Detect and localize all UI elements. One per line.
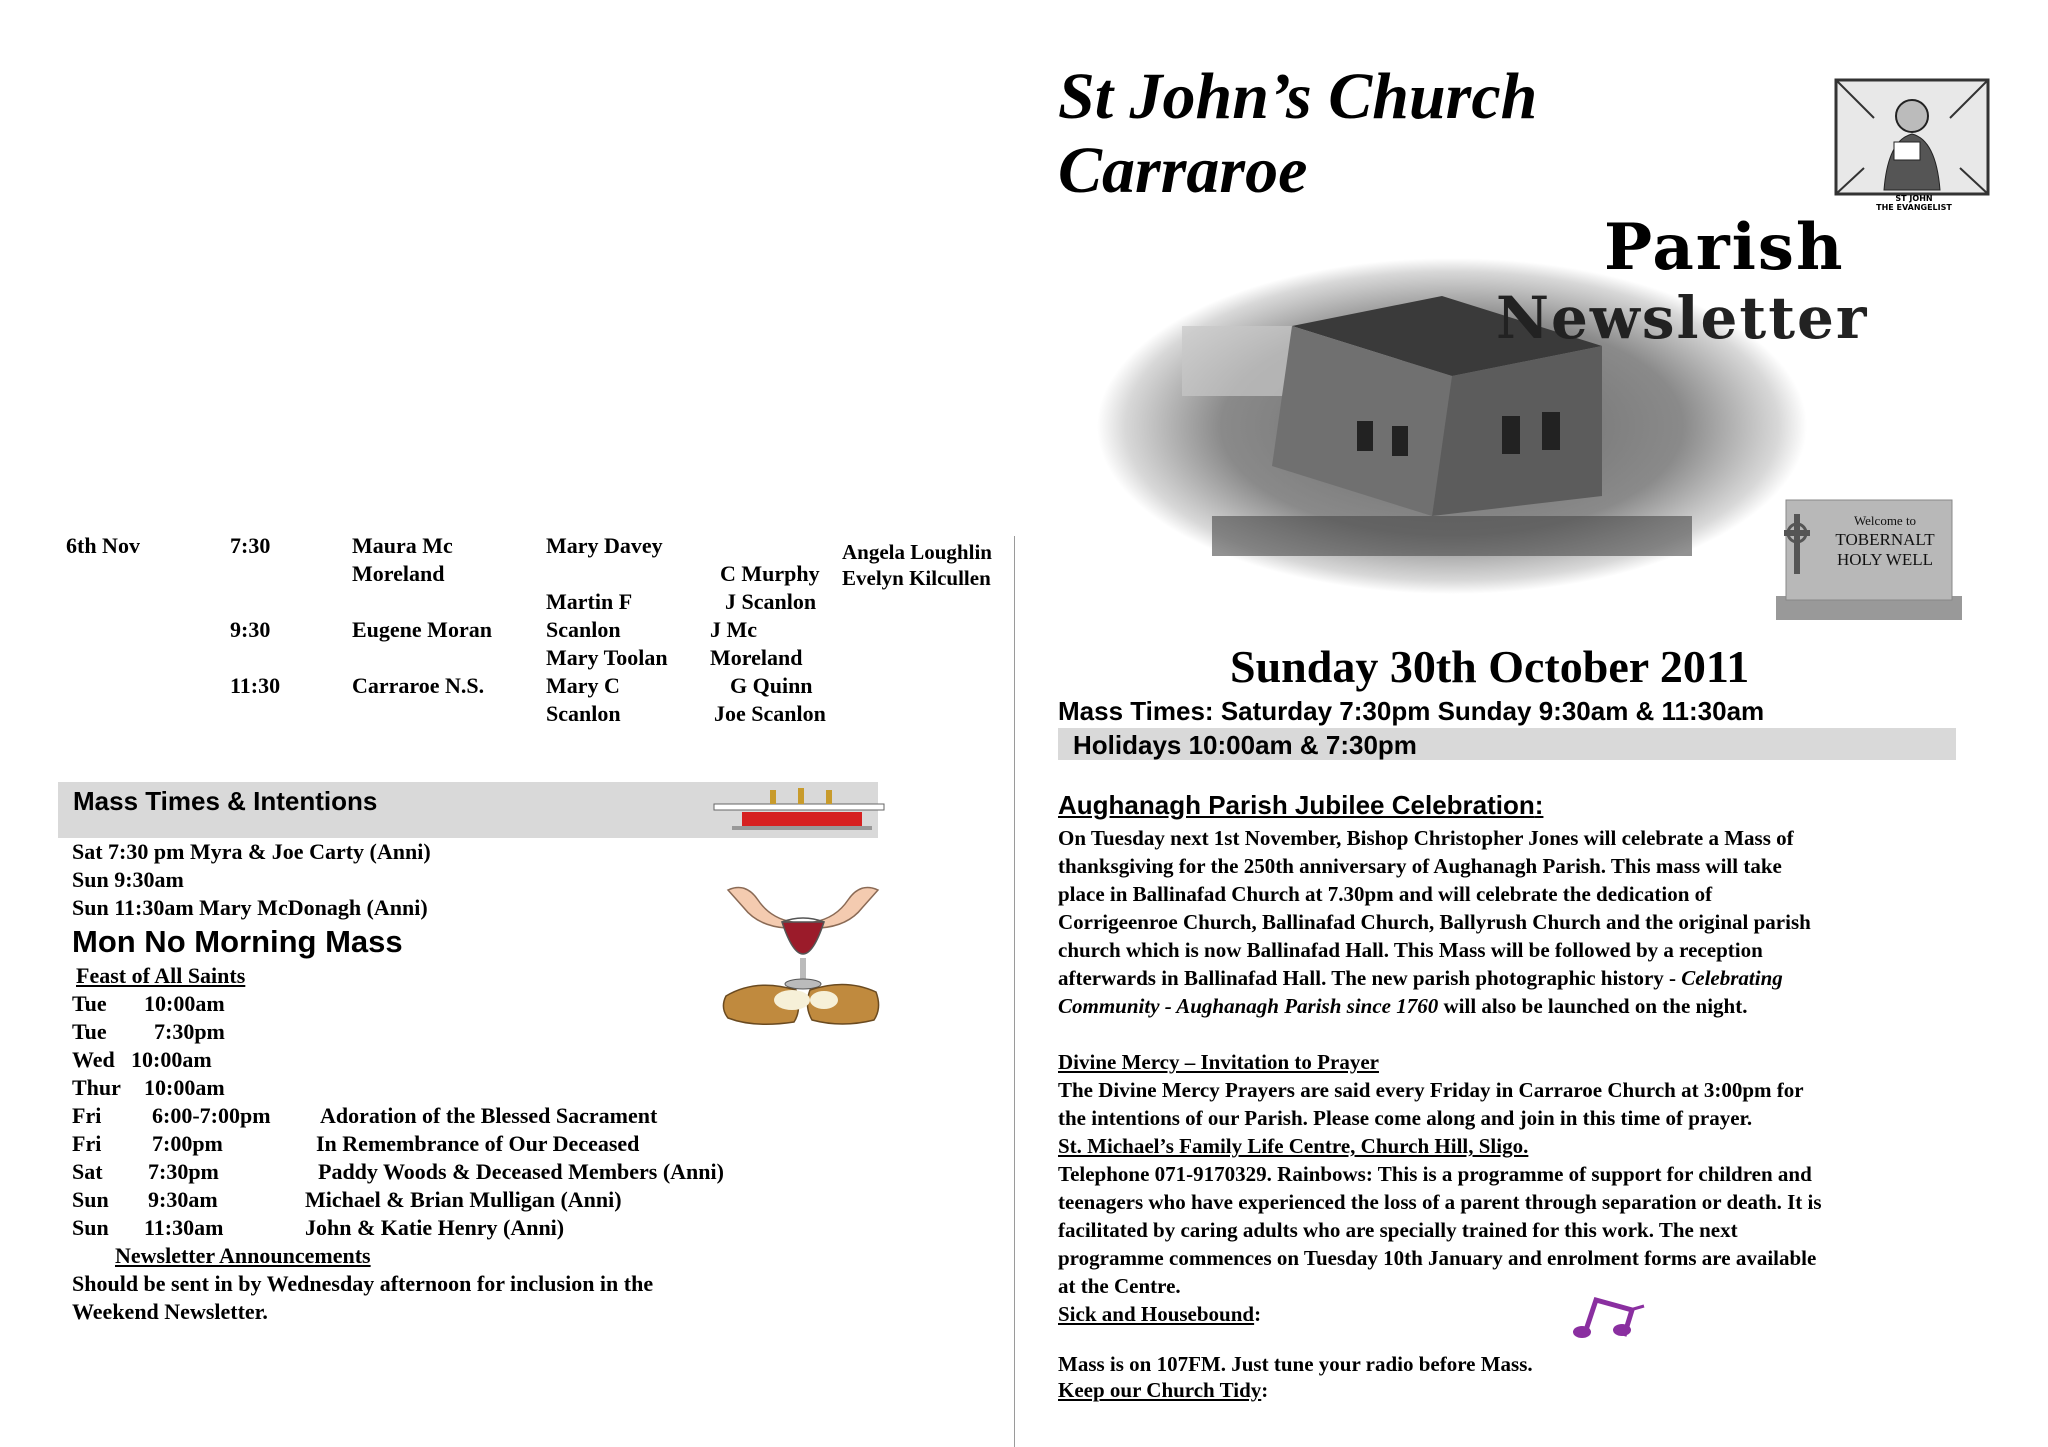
altar-icon	[712, 784, 892, 832]
schedule-time: 9:30am	[148, 1187, 218, 1212]
st-michaels-line: teenagers who have experienced the loss of a parent through separation or death. It is	[1058, 1190, 1822, 1214]
mass-times: Mass Times: Saturday 7:30pm Sunday 9:30am & 11:30am	[1058, 696, 1765, 726]
roster-server: J Scanlon	[725, 589, 817, 614]
tidy-heading	[1058, 1376, 1268, 1404]
title-newsletter: Newsletter	[1496, 284, 1869, 352]
schedule-day: Sun	[72, 1187, 109, 1212]
masthead-line2: Carraroe	[1058, 134, 1308, 207]
stained-glass-caption: ST JOHN	[1895, 194, 1933, 203]
roster-reader: Moreland	[352, 561, 445, 586]
roster-server: Joe Scanlon	[714, 701, 826, 726]
jubilee-heading-colon: :	[1534, 790, 1544, 820]
schedule-time: 10:00am	[144, 991, 225, 1016]
tidy-heading-colon: :	[1261, 1378, 1269, 1402]
st-michaels-heading: St. Michael’s Family Life Centre, Church Hill, Sligo.	[1058, 1134, 1529, 1158]
divine-mercy-heading: Divine Mercy – Invitation to Prayer	[1058, 1050, 1379, 1074]
sign-tobernalt: TOBERNALT	[1835, 530, 1935, 549]
roster-date: 6th Nov	[66, 533, 140, 558]
feast-heading: Feast of All Saints	[76, 963, 246, 988]
tidy-heading-text: Keep our Church Tidy	[1058, 1378, 1262, 1402]
sick-heading-text: Sick and Housebound	[1058, 1302, 1255, 1326]
st-michaels-line: at the Centre.	[1058, 1274, 1181, 1298]
announcements-heading: Newsletter Announcements	[115, 1243, 371, 1268]
sign-holy-well: HOLY WELL	[1836, 550, 1934, 569]
holy-well-sign-image	[1776, 496, 1962, 620]
divine-mercy-body	[1058, 1076, 1958, 1132]
schedule-time: 7:30pm	[154, 1019, 225, 1044]
divine-mercy-line: The Divine Mercy Prayers are said every Friday in Carraroe Church at 3:00pm for	[1058, 1078, 1804, 1102]
roster-minister: Mary Toolan	[546, 645, 668, 670]
schedule-day: Sun	[72, 1215, 109, 1240]
jubilee-line: place in Ballinafad Church at 7.30pm and will celebrate the dedication of	[1058, 882, 1713, 906]
roster-time: 11:30	[230, 673, 281, 698]
jubilee-line: church which is now Ballinafad Hall. This Mass will be followed by a reception	[1058, 938, 1763, 962]
roster-server: Moreland	[710, 645, 803, 670]
sign-welcome: Welcome to	[1853, 513, 1917, 528]
schedule-day: Wed	[72, 1047, 115, 1072]
schedule-note: John & Katie Henry (Anni)	[305, 1215, 565, 1240]
divine-mercy-line: the intentions of our Parish. Please come along and join in this time of prayer.	[1058, 1106, 1753, 1130]
jubilee-line: On Tuesday next 1st November, Bishop Christopher Jones will celebrate a Mass of	[1058, 826, 1794, 850]
chalice-bread-icon	[720, 872, 886, 1030]
roster-server: J Mc	[710, 617, 758, 642]
jubilee-heading	[1058, 790, 1543, 821]
schedule-time: 10:00am	[131, 1047, 212, 1072]
stained-glass-caption: THE EVANGELIST	[1876, 203, 1952, 212]
schedule-day: Tue	[72, 991, 107, 1016]
jubilee-body	[1058, 824, 1958, 1020]
title-parish: Parish	[1604, 210, 1845, 285]
roster-minister: Scanlon	[546, 617, 621, 642]
jubilee-heading-text: Aughanagh Parish Jubilee Celebration	[1058, 790, 1535, 820]
jubilee-line: thanksgiving for the 250th anniversary of Aughanagh Parish. This mass will take	[1058, 854, 1782, 878]
schedule-day: Tue	[72, 1019, 107, 1044]
schedule-time: 11:30am	[144, 1215, 224, 1240]
stained-glass-image	[1834, 78, 1990, 220]
page-divider	[1014, 536, 1015, 1447]
roster-collector: Evelyn Kilcullen	[842, 566, 991, 590]
roster-server: G Quinn	[730, 673, 813, 698]
schedule-time: 10:00am	[144, 1075, 225, 1100]
st-michaels-line: programme commences on Tuesday 10th January and enrolment forms are available	[1058, 1246, 1817, 1270]
masthead-title	[1058, 60, 1537, 208]
schedule-note: Paddy Woods & Deceased Members (Anni)	[318, 1159, 724, 1184]
jubilee-line: Corrigeenroe Church, Ballinafad Church, Ballyrush Church and the original parish	[1058, 910, 1811, 934]
music-note-icon	[1566, 1290, 1650, 1340]
schedule-time: 7:30pm	[148, 1159, 219, 1184]
schedule-day: Sat	[72, 1159, 103, 1184]
announcements-text: Should be sent in by Wednesday afternoon for inclusion in the	[72, 1271, 654, 1296]
sick-text: Mass is on 107FM. Just tune your radio before Mass.	[1058, 1352, 1533, 1376]
schedule-day: Thur	[72, 1075, 121, 1100]
newsletter-date: Sunday 30th October 2011	[1230, 641, 1750, 692]
roster-time: 9:30	[230, 617, 271, 642]
schedule-note: Michael & Brian Mulligan (Anni)	[305, 1187, 622, 1212]
roster-minister: Martin F	[546, 589, 633, 614]
masthead-line1: St John’s Church	[1058, 60, 1538, 133]
sick-heading	[1058, 1300, 1261, 1328]
jubilee-line: afterwards in Ballinafad Hall. The new parish photographic history -	[1058, 966, 1682, 990]
roster-time: 7:30	[230, 533, 271, 558]
roster-minister: Mary C	[546, 673, 620, 698]
no-morning-mass: Mon No Morning Mass	[72, 924, 403, 959]
schedule-day: Fri	[72, 1131, 102, 1156]
intention-line: Sat 7:30 pm Myra & Joe Carty (Anni)	[72, 839, 431, 864]
st-michaels-line: Telephone 071-9170329. Rainbows: This is a programme of support for children and	[1058, 1162, 1812, 1186]
holidays-times: Holidays 10:00am & 7:30pm	[1073, 730, 1417, 760]
book-title-part2: Community - Aughanagh Parish since 1760	[1058, 994, 1439, 1018]
schedule-note: In Remembrance of Our Deceased	[316, 1131, 640, 1156]
schedule-time: 6:00-7:00pm	[152, 1103, 271, 1128]
sick-heading-colon: :	[1254, 1302, 1262, 1326]
roster-reader: Maura Mc	[352, 533, 453, 558]
intention-line: Sun 9:30am	[72, 867, 184, 892]
jubilee-line-end: will also be launched on the night.	[1438, 994, 1748, 1018]
book-title-part1: Celebrating	[1681, 966, 1783, 990]
schedule-note: Adoration of the Blessed Sacrament	[320, 1103, 658, 1128]
roster-minister: Mary Davey	[546, 533, 663, 558]
schedule-time: 7:00pm	[152, 1131, 223, 1156]
roster-collector: Angela Loughlin	[842, 540, 992, 564]
roster-reader: Carraroe N.S.	[352, 673, 485, 698]
intentions-heading: Mass Times & Intentions	[73, 786, 378, 816]
roster-server: C Murphy	[720, 561, 820, 586]
st-michaels-line: facilitated by caring adults who are specially trained for this work. The next	[1058, 1218, 1738, 1242]
intention-line: Sun 11:30am Mary McDonagh (Anni)	[72, 895, 428, 920]
announcements-text: Weekend Newsletter.	[72, 1299, 268, 1324]
roster-reader: Eugene Moran	[352, 617, 492, 642]
roster-minister: Scanlon	[546, 701, 621, 726]
schedule-day: Fri	[72, 1103, 102, 1128]
st-michaels-body	[1058, 1160, 1958, 1300]
